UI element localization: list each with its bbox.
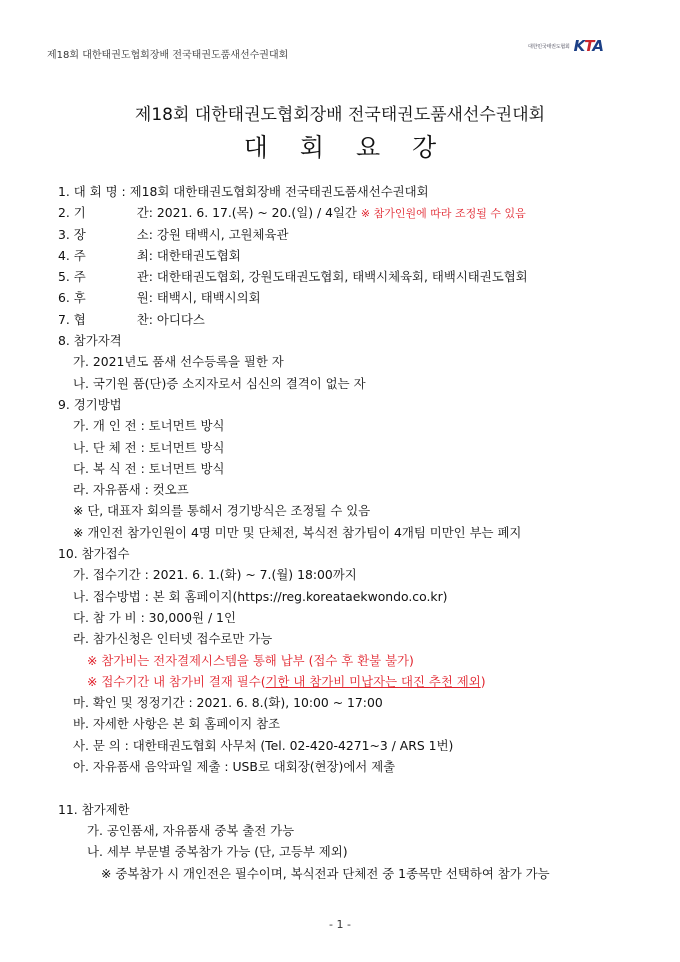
document-subtitle: 대 회 요 강 [243, 133, 449, 162]
document-body [58, 181, 658, 884]
note-item: ※ 단, 대표자 회의를 통해서 경기방식은 조정될 수 있음 [73, 503, 371, 519]
section-restrictions: 11. 참가제한 [58, 801, 130, 817]
item-sponsor: 6. 후 원 : 태백시, 태백시의회 [58, 290, 261, 306]
item-event-name: 1. 대 회 명 : 제18회 대한태권도협회장배 전국태권도품새선수권대회 [58, 184, 429, 199]
kta-logo [528, 36, 628, 56]
period-note: ※ 참가인원에 따라 조정될 수 있음 [360, 207, 526, 221]
item-period: 2. 기 간 : 2021. 6. 17.(목) ~ 20.(일) / 4일간 ※ 참가인원에 따라 조정될 수 있음 [58, 205, 526, 221]
note-item: ※ 중복참가 시 개인전은 필수이며, 복식전과 단체전 중 1종목만 선택하여 참가 가능 [101, 865, 550, 881]
list-item: 라. 자유품새 : 컷오프 [73, 482, 189, 498]
list-item: 사. 문 의 : 대한태권도협회 사무처 (Tel. 02-420-4271~3 / ARS 1번) [73, 737, 454, 753]
list-item: 나. 접수방법 : 본 회 홈페이지(https://reg.koreataekwondo.co.kr) [73, 588, 448, 604]
logo-text: 대한민국태권도협회 [528, 43, 570, 50]
section-eligibility: 8. 참가자격 [58, 333, 122, 349]
list-item: 가. 개 인 전 : 토너먼트 방식 [73, 418, 225, 434]
item-cosponsor: 7. 협 찬 : 아디다스 [58, 311, 205, 327]
section-registration: 10. 참가접수 [58, 546, 130, 562]
document-title: 제18회 대한태권도협회장배 전국태권도품새선수권대회 [134, 105, 546, 125]
running-header: 제18회 대한태권도협회장배 전국태권도품새선수권대회 [47, 50, 289, 61]
list-item: 나. 단 체 전 : 토너먼트 방식 [73, 439, 225, 455]
item-host: 5. 주 관 : 대한태권도협회, 강원도태권도협회, 태백시체육회, 태백시태권도협회 [58, 269, 528, 285]
list-item: 아. 자유품새 음악파일 제출 : USB로 대회장(현장)에서 제출 [73, 759, 396, 775]
page-number: - 1 - [329, 918, 351, 931]
kta-logo-icon: KTA [573, 37, 603, 55]
list-item: 가. 공인품새, 자유품새 중복 출전 가능 [87, 822, 295, 838]
list-item: 다. 복 식 전 : 토너먼트 방식 [73, 460, 225, 476]
list-item: 다. 참 가 비 : 30,000원 / 1인 [73, 609, 236, 625]
list-item: 나. 국기원 품(단)증 소지자로서 심신의 결격이 없는 자 [73, 375, 366, 391]
note-item: ※ 개인전 참가인원이 4명 미만 및 단체전, 복식전 참가팀이 4개팀 미만인 부는 폐지 [73, 524, 522, 540]
list-item: 마. 확인 및 정정기간 : 2021. 6. 8.(화), 10:00 ~ 17:00 [73, 695, 383, 711]
list-item: 가. 2021년도 품새 선수등록을 필한 자 [73, 354, 284, 370]
list-item: 라. 참가신청은 인터넷 접수로만 가능 [73, 631, 273, 647]
item-organizer: 4. 주 최 : 대한태권도협회 [58, 247, 241, 263]
warning-note: ※ 참가비는 전자결제시스템을 통해 납부 (접수 후 환불 불가) [87, 652, 414, 668]
list-item: 나. 세부 부문별 중복참가 가능 (단, 고등부 제외) [87, 844, 348, 860]
section-competition-method: 9. 경기방법 [58, 396, 122, 412]
list-item: 가. 접수기간 : 2021. 6. 1.(화) ~ 7.(월) 18:00까지 [73, 567, 357, 583]
warning-note: ※ 접수기간 내 참가비 결재 필수(기한 내 참가비 미납자는 대진 추천 제외) [87, 673, 486, 689]
item-venue: 3. 장 소 : 강원 태백시, 고원체육관 [58, 226, 289, 242]
list-item: 바. 자세한 사항은 본 회 홈페이지 참조 [73, 716, 281, 732]
